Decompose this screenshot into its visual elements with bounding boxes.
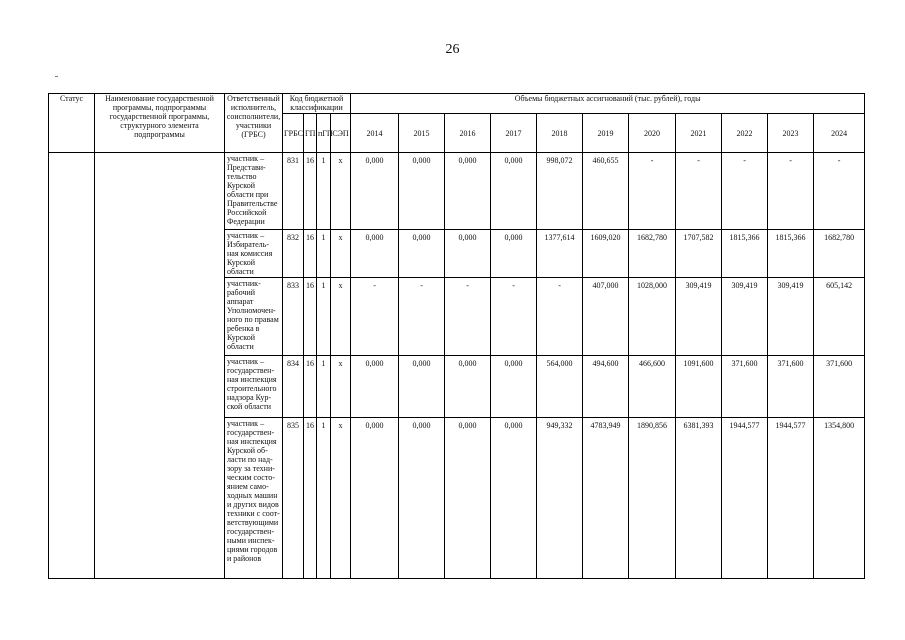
value-cell: 1091,600	[676, 356, 722, 418]
value-cell: 0,000	[351, 230, 399, 278]
value-cell: 1944,577	[768, 418, 814, 579]
value-cell: 309,419	[768, 278, 814, 356]
code-grbs: 835	[283, 418, 304, 579]
value-cell: -	[351, 278, 399, 356]
value-cell: 0,000	[491, 356, 537, 418]
value-cell: 0,000	[445, 418, 491, 579]
code-sep: х	[331, 153, 351, 230]
value-cell: 0,000	[491, 230, 537, 278]
value-cell: 1890,856	[629, 418, 676, 579]
header-year: 2020	[629, 114, 676, 153]
code-pgp: 1	[317, 230, 331, 278]
value-cell: 564,000	[537, 356, 583, 418]
header-amounts: Объемы бюджетных ассигнований (тыс. рублей), годы	[351, 94, 865, 114]
header-code-sep: СЭП	[331, 114, 351, 153]
participant-cell: участник – государствен-ная инспекция строительного надзора Кур-ской области	[225, 356, 283, 418]
header-code-pgp: пГП	[317, 114, 331, 153]
value-cell: 460,655	[583, 153, 629, 230]
header-year: 2016	[445, 114, 491, 153]
code-sep: х	[331, 278, 351, 356]
code-pgp: 1	[317, 153, 331, 230]
code-grbs: 833	[283, 278, 304, 356]
value-cell: 1815,366	[768, 230, 814, 278]
value-cell: 0,000	[399, 230, 445, 278]
value-cell: 1944,577	[722, 418, 768, 579]
participant-cell: участник – Представи-тельство Курской области при Правительстве Российской Федерации	[225, 153, 283, 230]
value-cell: 466,600	[629, 356, 676, 418]
value-cell: 371,600	[722, 356, 768, 418]
value-cell: 494,600	[583, 356, 629, 418]
value-cell: 1682,780	[814, 230, 865, 278]
value-cell: 0,000	[445, 356, 491, 418]
header-year: 2018	[537, 114, 583, 153]
header-year: 2019	[583, 114, 629, 153]
code-sep: х	[331, 356, 351, 418]
code-gp: 16	[304, 418, 317, 579]
code-gp: 16	[304, 278, 317, 356]
header-year: 2023	[768, 114, 814, 153]
value-cell: 0,000	[399, 153, 445, 230]
header-budget-code: Код бюджетной классификации	[283, 94, 351, 114]
value-cell: 6381,393	[676, 418, 722, 579]
value-cell: 0,000	[445, 153, 491, 230]
program-name-cell	[95, 153, 225, 579]
value-cell: 1815,366	[722, 230, 768, 278]
code-gp: 16	[304, 153, 317, 230]
value-cell: 0,000	[399, 418, 445, 579]
value-cell: 407,000	[583, 278, 629, 356]
value-cell: 1682,780	[629, 230, 676, 278]
value-cell: 309,419	[676, 278, 722, 356]
value-cell: 0,000	[351, 418, 399, 579]
participant-cell: участник – Избиратель-ная комиссия Курской области	[225, 230, 283, 278]
value-cell: -	[814, 153, 865, 230]
code-pgp: 1	[317, 356, 331, 418]
participant-cell: участник-рабочий аппарат Уполномочен-ного по правам ребенка в Курской области	[225, 278, 283, 356]
header-year: 2017	[491, 114, 537, 153]
value-cell: -	[676, 153, 722, 230]
header-year: 2024	[814, 114, 865, 153]
value-cell: 4783,949	[583, 418, 629, 579]
value-cell: 998,072	[537, 153, 583, 230]
code-pgp: 1	[317, 418, 331, 579]
value-cell: 1609,020	[583, 230, 629, 278]
value-cell: 0,000	[351, 153, 399, 230]
code-sep: х	[331, 230, 351, 278]
value-cell: 0,000	[491, 418, 537, 579]
value-cell: -	[445, 278, 491, 356]
header-code-gp: ГП	[304, 114, 317, 153]
header-executor: Ответственный исполнитель, соисполнители, участники (ГРБС)	[225, 94, 283, 153]
value-cell: 0,000	[445, 230, 491, 278]
code-sep: х	[331, 418, 351, 579]
value-cell: 605,142	[814, 278, 865, 356]
value-cell: 949,332	[537, 418, 583, 579]
value-cell: -	[768, 153, 814, 230]
code-grbs: 834	[283, 356, 304, 418]
header-code-grbs: ГРБС	[283, 114, 304, 153]
status-cell	[49, 153, 95, 579]
header-year: 2015	[399, 114, 445, 153]
header-status: Статус	[49, 94, 95, 153]
scan-mark	[55, 76, 58, 77]
code-grbs: 832	[283, 230, 304, 278]
header-year: 2014	[351, 114, 399, 153]
value-cell: -	[491, 278, 537, 356]
code-pgp: 1	[317, 278, 331, 356]
value-cell: 0,000	[351, 356, 399, 418]
value-cell: 1377,614	[537, 230, 583, 278]
value-cell: -	[537, 278, 583, 356]
value-cell: -	[722, 153, 768, 230]
value-cell: -	[629, 153, 676, 230]
header-year: 2022	[722, 114, 768, 153]
code-grbs: 831	[283, 153, 304, 230]
value-cell: 1707,582	[676, 230, 722, 278]
value-cell: 0,000	[399, 356, 445, 418]
value-cell: 371,600	[768, 356, 814, 418]
value-cell: 1028,000	[629, 278, 676, 356]
code-gp: 16	[304, 356, 317, 418]
participant-cell: участник – государствен-ная инспекция Курской об-ласти по над-зору за техни-ческим состо-янием само-ходных машин и других видов техники с соот-ветствующими государствен-ными инспек-циями городов и районов	[225, 418, 283, 579]
header-year: 2021	[676, 114, 722, 153]
value-cell: 1354,800	[814, 418, 865, 579]
page-number: 26	[445, 42, 460, 57]
budget-allocation-table	[48, 93, 865, 579]
code-gp: 16	[304, 230, 317, 278]
value-cell: 371,600	[814, 356, 865, 418]
header-program-name: Наименование государственной программы, подпрограммы государственной программы, структурного элемента подпрограммы	[95, 94, 225, 153]
value-cell: -	[399, 278, 445, 356]
table-row	[49, 153, 865, 230]
value-cell: 0,000	[491, 153, 537, 230]
value-cell: 309,419	[722, 278, 768, 356]
